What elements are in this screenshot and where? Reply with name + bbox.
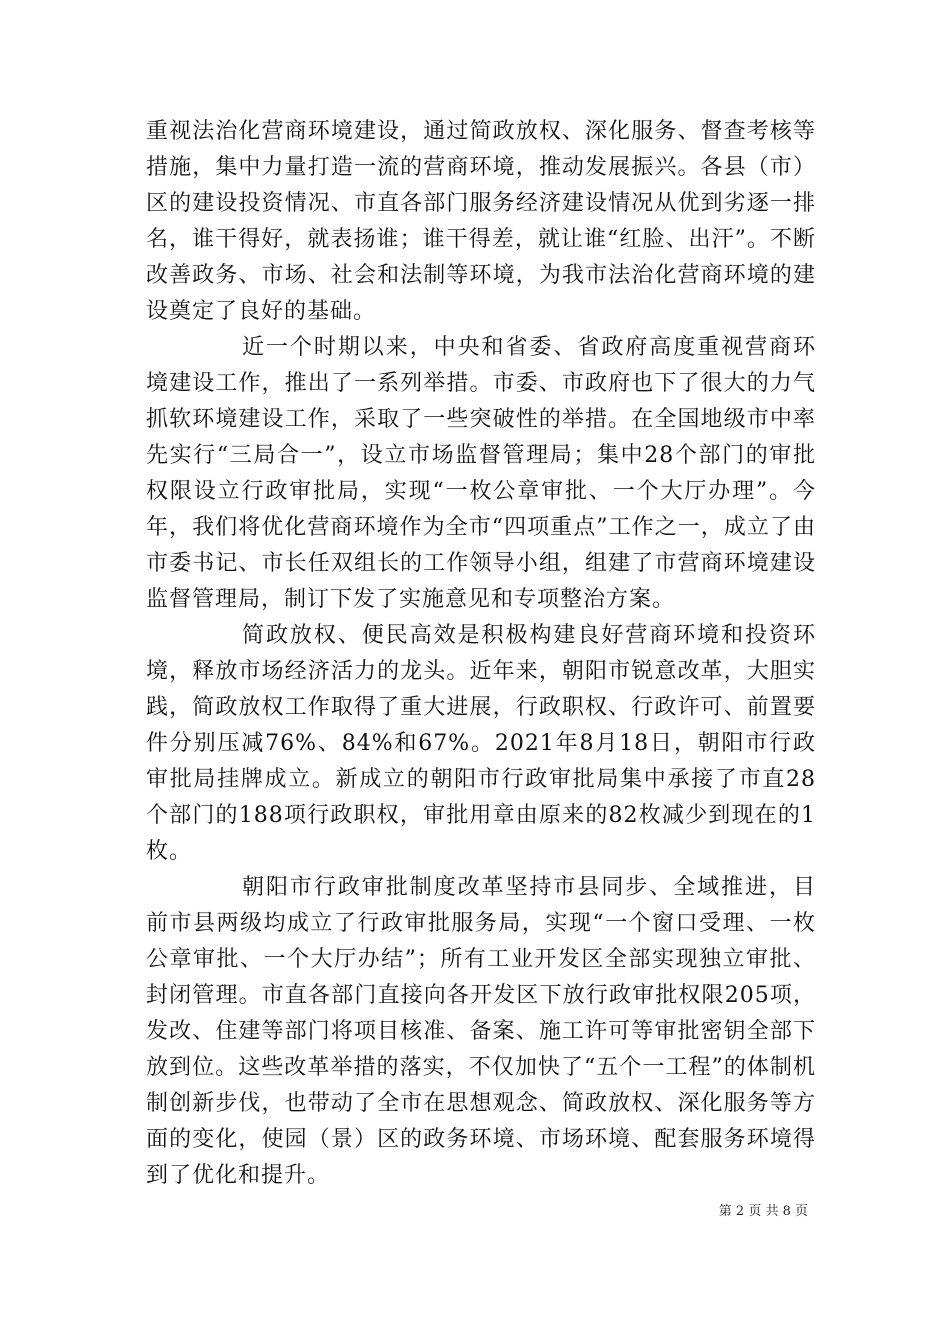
paragraph-3: 简政放权、便民高效是积极构建良好营商环境和投资环境，释放市场经济活力的龙头。近年来，朝阳市锐意改革，大胆实践，简政放权工作取得了重大进展，行政职权、行政许可、前置要件分别压减76%、84%和67%。2021年8月18日，朝阳市行政审批局挂牌成立。新成立的朝阳市行政审批局集中承接了市直28个部门的188项行政职权，审批用章由原来的82枚减少到现在的1枚。: [146, 623, 816, 864]
paragraph-1: 重视法治化营商环境建设，通过简政放权、深化服务、督查考核等措施，集中力量打造一流的营商环境，推动发展振兴。各县（市）区的建设投资情况、市直各部门服务经济建设情况从优到劣逐一排名，谁干得好，就表扬谁；谁干得差，就让谁“红脸、出汗”。不断改善政务、市场、社会和法制等环境，为我市法治化营商环境的建设奠定了良好的基础。: [146, 119, 816, 324]
body-text: [146, 114, 816, 1194]
paragraph-2: 近一个时期以来，中央和省委、省政府高度重视营商环境建设工作，推出了一系列举措。市委、市政府也下了很大的力气抓软环境建设工作，采取了一些突破性的举措。在全国地级市中率先实行“三局合一”，设立市场监督管理局；集中28个部门的审批权限设立行政审批局，实现“一枚公章审批、一个大厅办理”。今年，我们将优化营商环境作为全市“四项重点”工作之一，成立了由市委书记、市长任双组长的工作领导小组，组建了市营商环境建设监督管理局，制订下发了实施意见和专项整治方案。: [146, 335, 816, 612]
page-footer: 第 2 页 共 8 页: [718, 1204, 808, 1219]
paragraph-4: 朝阳市行政审批制度改革坚持市县同步、全域推进，目前市县两级均成立了行政审批服务局，实现“一个窗口受理、一枚公章审批、一个大厅办结”；所有工业开发区全部实现独立审批、封闭管理。市直各部门直接向各开发区下放行政审批权限205项，发改、住建等部门将项目核准、备案、施工许可等审批密钥全部下放到位。这些改革举措的落实，不仅加快了“五个一工程”的体制机制创新步伐，也带动了全市在思想观念、简政放权、深化服务等方面的变化，使园（景）区的政务环境、市场环境、配套服务环境得到了优化和提升。: [146, 875, 816, 1188]
